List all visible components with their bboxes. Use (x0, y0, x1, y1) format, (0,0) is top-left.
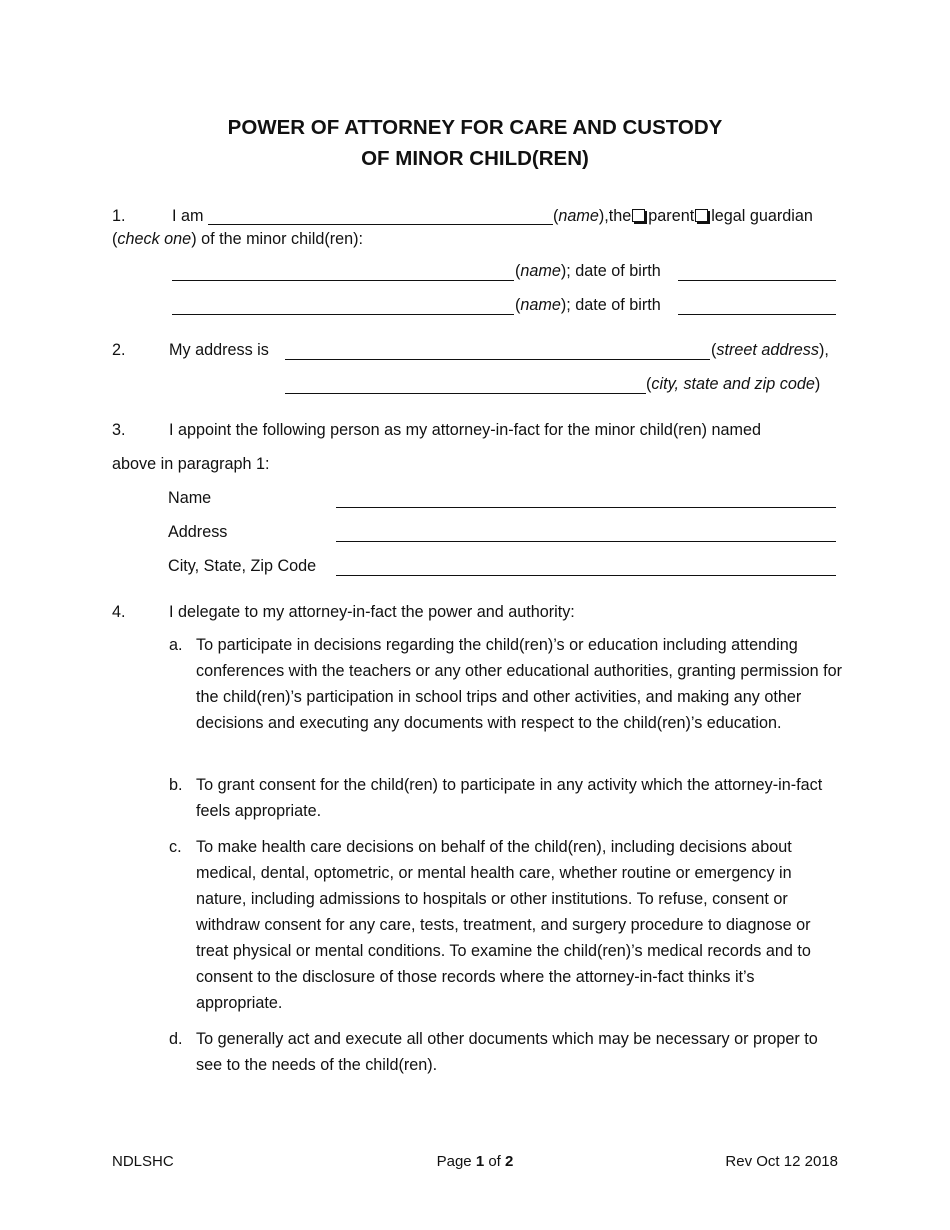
attorney-name-field[interactable] (336, 507, 836, 508)
street-address-field[interactable] (285, 359, 710, 360)
section-3-text-line-2: above in paragraph 1: (112, 455, 270, 473)
child-2-caption: (name); date of birth (515, 296, 661, 314)
item-b-letter: b. (169, 776, 183, 794)
section-3-text-line-1: I appoint the following person as my attorney-in-fact for the minor child(ren) named (169, 421, 762, 439)
child-1-name-field[interactable] (172, 280, 514, 281)
parent-checkbox[interactable] (632, 209, 645, 222)
attorney-name-label: Name (168, 489, 212, 507)
parent-name-caption: (name),the parent legal guardian (553, 207, 813, 225)
section-1-i-am: I am (172, 207, 204, 225)
attorney-address-field[interactable] (336, 541, 836, 542)
parent-name-field[interactable] (208, 224, 553, 225)
city-state-zip-field[interactable] (285, 393, 646, 394)
attorney-city-label: City, State, Zip Code (168, 557, 317, 575)
item-c-text: To make health care decisions on behalf of the child(ren), including decisions about medical, dental, optometric, or mental health care, whether routine or emergency in nature, including admissions to hospitals or other institutions. To refuse, consent or withdraw consent for any care, tests, treatment, and surgery procedure to diagnose or treat physical or mental conditions. To examine the child(ren)’s medical records and to consent to the disclosure of those records where the attorney-in-fact thinks it’s appropriate. (196, 838, 811, 1012)
item-d-text: To generally act and execute all other documents which may be necessary or proper to see to the needs of the child(ren). (196, 1030, 818, 1074)
child-2-dob-field[interactable] (678, 314, 836, 315)
child-2-name-field[interactable] (172, 314, 514, 315)
attorney-city-field[interactable] (336, 575, 836, 576)
check-one-caption: (check one) of the minor child(ren): (112, 230, 364, 248)
child-1-caption: (name); date of birth (515, 262, 661, 280)
section-4-intro: I delegate to my attorney-in-fact the power and authority: (169, 603, 575, 621)
attorney-address-label: Address (168, 523, 228, 541)
item-a-letter: a. (169, 636, 183, 654)
child-1-dob-field[interactable] (678, 280, 836, 281)
document-title-line-1: POWER OF ATTORNEY FOR CARE AND CUSTODY (227, 116, 723, 139)
section-1-number: 1. (112, 207, 126, 225)
document-title-line-2: OF MINOR CHILD(REN) (361, 147, 589, 170)
street-address-caption: (street address), (711, 341, 829, 359)
address-label: My address is (169, 341, 269, 359)
section-2-number: 2. (112, 341, 126, 359)
legal-guardian-checkbox[interactable] (695, 209, 708, 222)
footer-page-number: Page 1 of 2 (436, 1153, 514, 1170)
section-3-number: 3. (112, 421, 126, 439)
city-state-zip-caption: (city, state and zip code) (646, 375, 821, 393)
footer-revision: Rev Oct 12 2018 (725, 1153, 838, 1170)
item-b-text: To grant consent for the child(ren) to participate in any activity which the attorney-in-fact feels appropriate. (196, 776, 823, 820)
footer-org: NDLSHC (112, 1153, 174, 1170)
section-4-number: 4. (112, 603, 126, 621)
item-c-letter: c. (169, 838, 182, 856)
item-a-text: To participate in decisions regarding the child(ren)’s or education including attending conferences with the teachers or any other educational authorities, granting permission for the child(ren)’s participation in school trips and other activities, and making any other decisions and executing any documents with respect to the child(ren)’s education. (196, 636, 843, 732)
item-d-letter: d. (169, 1030, 183, 1048)
